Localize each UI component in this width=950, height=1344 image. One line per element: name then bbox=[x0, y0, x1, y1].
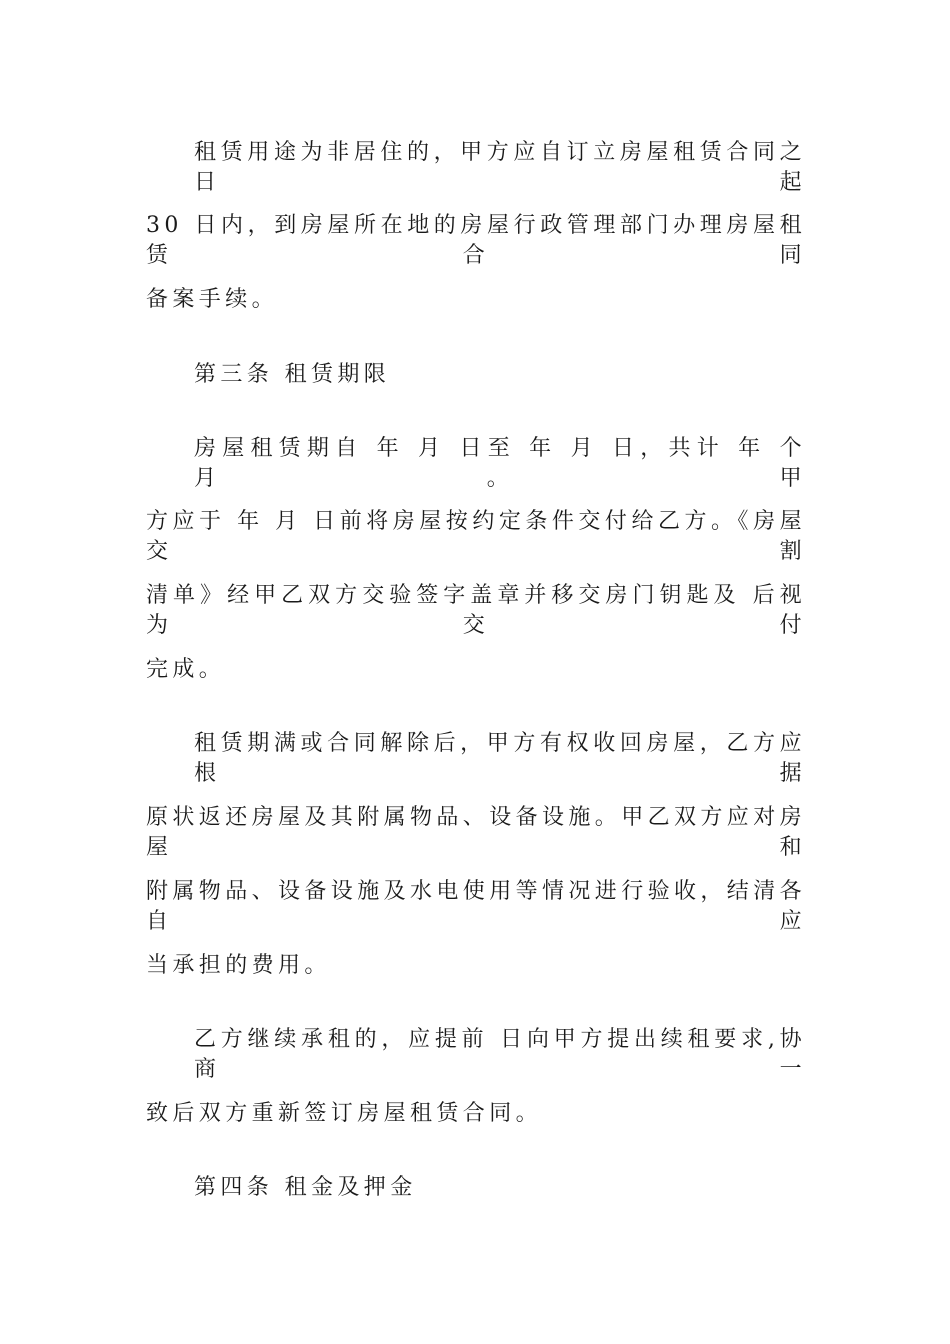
paragraph-line: 完成。 bbox=[146, 657, 226, 682]
paragraph-line: 当承担的费用。 bbox=[146, 953, 331, 978]
paragraph-line: 房屋租赁期自 年 月 日至 年 月 日，共计 年 个月。甲 bbox=[194, 436, 806, 491]
section-heading: 第四条 租金及押金 bbox=[194, 1175, 417, 1200]
paragraph-line: 方应于 年 月 日前将房屋按约定条件交付给乙方。《房屋交割 bbox=[146, 509, 806, 564]
paragraph-line: 乙方继续承租的，应提前 日向甲方提出续租要求,协商一 bbox=[194, 1027, 806, 1082]
paragraph-line: 致后双方重新签订房屋租赁合同。 bbox=[146, 1101, 543, 1126]
paragraph-line: 附属物品、设备设施及水电使用等情况进行验收，结清各自应 bbox=[146, 879, 807, 934]
paragraph-line: 租赁期满或合同解除后，甲方有权收回房屋，乙方应根据 bbox=[194, 731, 806, 786]
paragraph-line: 清单》经甲乙双方交验签字盖章并移交房门钥匙及 后视为交付 bbox=[146, 583, 806, 638]
paragraph-line: 备案手续。 bbox=[146, 287, 279, 312]
paragraph-line: 原状返还房屋及其附属物品、设备设施。甲乙双方应对房屋和 bbox=[146, 805, 807, 860]
section-heading: 第三条 租赁期限 bbox=[194, 362, 391, 387]
paragraph-line: 30 日内，到房屋所在地的房屋行政管理部门办理房屋租赁合同 bbox=[146, 213, 806, 268]
paragraph-line: 租赁用途为非居住的，甲方应自订立房屋租赁合同之日起 bbox=[194, 140, 806, 195]
